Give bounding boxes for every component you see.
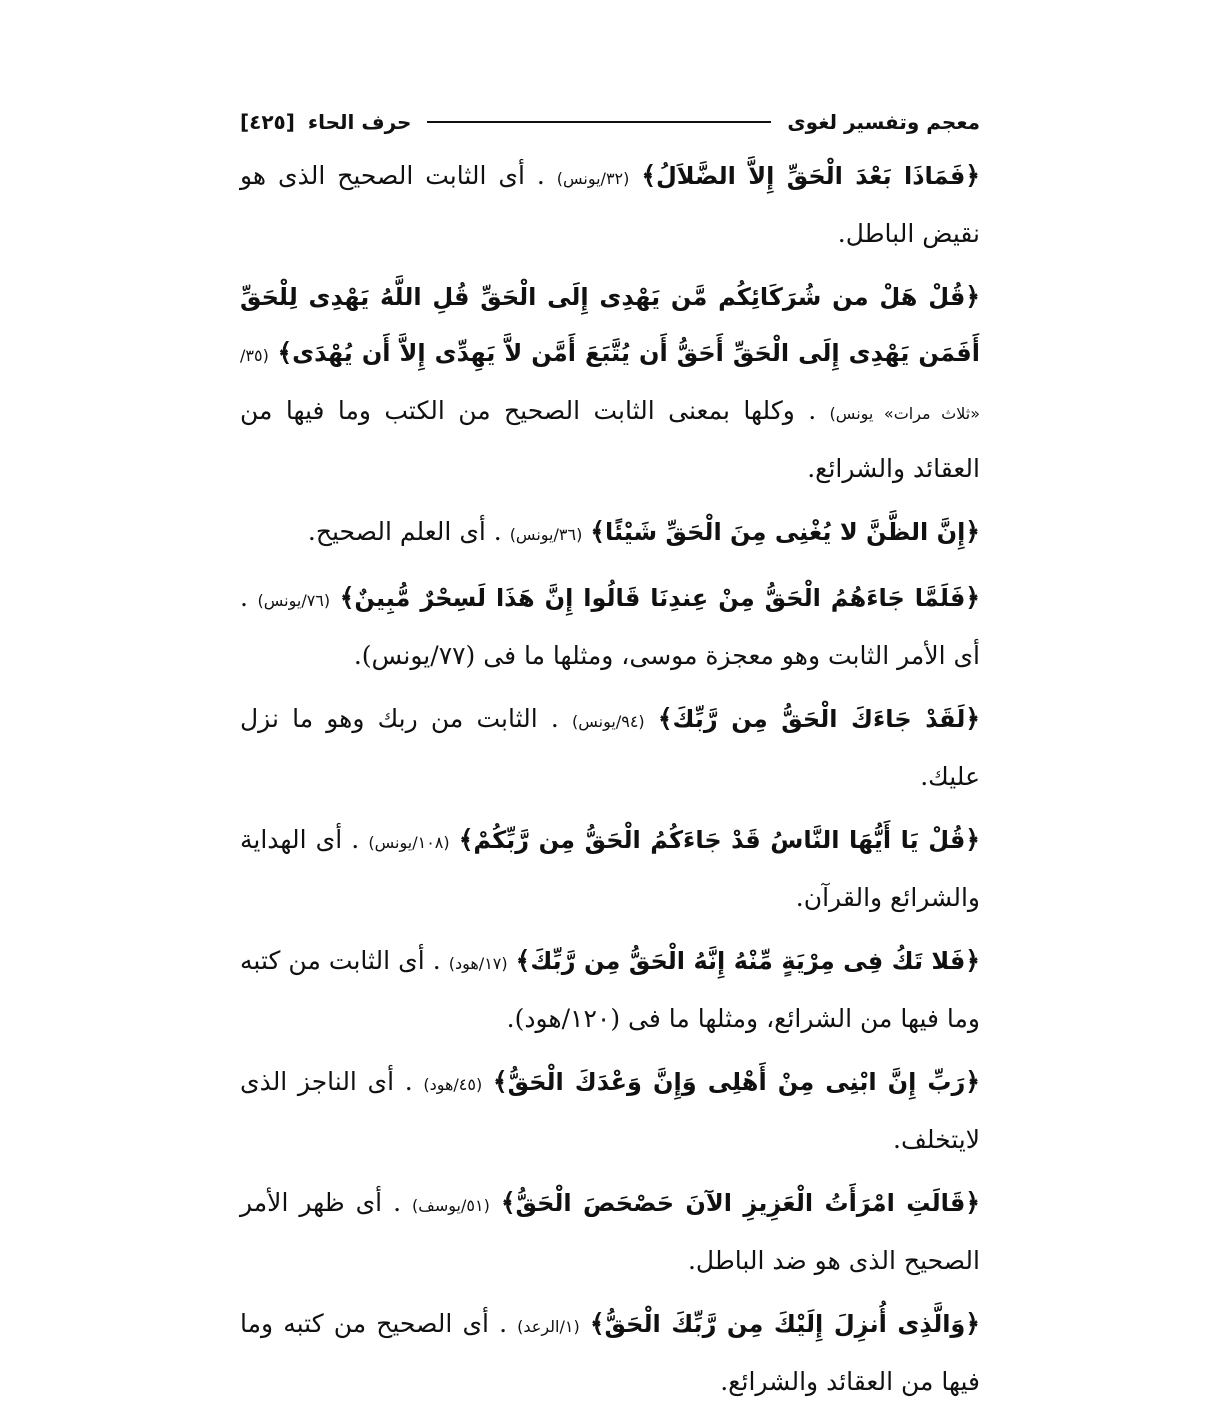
commentary-text: . وكلها بمعنى الثابت الصحيح من الكتب وما فيها من العقائد والشرائع. (240, 396, 980, 483)
verse-reference: (٣٢/يونس) (556, 169, 630, 188)
ornate-bracket-open: ﴿ (965, 1067, 981, 1096)
ornate-bracket-open: ﴿ (965, 161, 980, 190)
ornate-bracket-open: ﴿ (965, 282, 980, 311)
ornate-bracket-close: ﴾ (590, 517, 605, 546)
verse-reference: (١٠٨/يونس) (368, 833, 450, 852)
verse-paragraph (240, 1054, 980, 1167)
verse-paragraph (240, 1175, 980, 1288)
verse-paragraph (240, 691, 980, 804)
ornate-bracket-close: ﴾ (515, 946, 531, 975)
ornate-bracket-open: ﴿ (965, 1188, 981, 1217)
commentary-text: . أى الهداية والشرائع والقرآن. (240, 825, 980, 912)
verse-reference: (٥١/يوسف) (412, 1196, 490, 1215)
verse-reference: (٧٦/يونس) (257, 591, 331, 610)
quran-verse: إِنَّ الظَّنَّ لا يُغْنِى مِنَ الْحَقِّ شَيْئًا (604, 518, 966, 546)
verse-paragraph (240, 1296, 980, 1409)
running-header (240, 100, 980, 144)
commentary-text: . أى الصحيح من كتبه وما فيها من العقائد والشرائع. (240, 1309, 980, 1396)
book-title: معجم وتفسير لغوى (787, 110, 980, 134)
ornate-bracket-close: ﴾ (339, 583, 355, 612)
verse-reference: (٤٥/هود) (423, 1075, 483, 1094)
verse-paragraph (240, 148, 980, 261)
ornate-bracket-open: ﴿ (965, 517, 980, 546)
verse-reference: (٣٥/ «ثلاث مرات» يونس) (240, 346, 980, 423)
quran-verse: لَقَدْ جَاءَكَ الْحَقُّ مِن رَّبِّكَ (672, 705, 966, 733)
ornate-bracket-open: ﴿ (965, 1309, 981, 1338)
ornate-bracket-close: ﴾ (589, 1309, 605, 1338)
ornate-bracket-close: ﴾ (641, 161, 656, 190)
commentary-text: . أى ظهر الأمر الصحيح الذى هو ضد الباطل. (240, 1188, 980, 1275)
entry-body (240, 148, 980, 1409)
quran-verse: فَمَاذَا بَعْدَ الْحَقِّ إِلاَّ الضَّلاَلُ (655, 162, 966, 190)
verse-paragraph (240, 933, 980, 1046)
ornate-bracket-close: ﴾ (500, 1188, 516, 1217)
commentary-text: . أى الناجز الذى لايتخلف. (240, 1067, 980, 1154)
quran-verse: قَالَتِ امْرَأَتُ الْعَزِيزِ الآنَ حَصْحَصَ الْحَقُّ (515, 1189, 966, 1217)
ornate-bracket-open: ﴿ (965, 583, 981, 612)
commentary-text: . أى العلم الصحيح. (307, 517, 502, 546)
verse-reference: (٩٤/يونس) (572, 712, 645, 731)
ornate-bracket-open: ﴿ (965, 704, 981, 733)
verse-reference: (١/الرعد) (517, 1317, 580, 1336)
ornate-bracket-close: ﴾ (277, 338, 293, 367)
page (240, 100, 981, 1396)
commentary-text: . أى الثابت من كتبه وما فيها من الشرائع، ومثلها ما فى (١٢٠/هود). (240, 946, 980, 1033)
section-title (240, 110, 411, 134)
header-rule (427, 121, 771, 123)
verse-reference: (١٧/هود) (448, 954, 508, 973)
verse-reference: (٣٦/يونس) (509, 525, 583, 544)
quran-verse: فَلا تَكُ فِى مِرْيَةٍ مِّنْهُ إِنَّهُ الْحَقُّ مِن رَّبِّكَ (530, 947, 966, 975)
commentary-text: . الثابت من ربك وهو ما نزل عليك. (240, 704, 980, 791)
ornate-bracket-open: ﴿ (965, 946, 981, 975)
verse-paragraph (240, 504, 980, 562)
ornate-bracket-open: ﴿ (965, 825, 980, 854)
quran-verse: وَالَّذِى أُنزِلَ إِلَيْكَ مِن رَّبِّكَ الْحَقُّ (604, 1310, 966, 1338)
page-number: [٤٢٥] (240, 110, 295, 134)
ornate-bracket-close: ﴾ (492, 1067, 508, 1096)
commentary-text: . أى الثابت الصحيح الذى هو نقيض الباطل. (240, 161, 980, 248)
quran-verse: رَبِّ إِنَّ ابْنِى مِنْ أَهْلِى وَإِنَّ وَعْدَكَ الْحَقُّ (507, 1068, 966, 1096)
ornate-bracket-close: ﴾ (657, 704, 673, 733)
verse-paragraph (240, 812, 980, 925)
verse-paragraph (240, 269, 980, 496)
quran-verse: قُلْ هَلْ من شُرَكَائِكُم مَّن يَهْدِى إِلَى الْحَقِّ قُلِ اللَّهُ يَهْدِى لِلْحَقِّ أَفَمَن يَهْدِى إِلَى الْحَقِّ أَحَقُّ أَن يُتَّبَعَ أَمَّن لاَّ يَهِدِّى إِلاَّ أَن يُهْدَى (240, 283, 980, 367)
commentary-text: . أى الأمر الثابت وهو معجزة موسى، ومثلها ما فى (٧٧/يونس). (240, 583, 980, 670)
ornate-bracket-close: ﴾ (458, 825, 474, 854)
section-name: حرف الحاء (307, 110, 412, 134)
verse-paragraph (240, 570, 980, 683)
quran-verse: فَلَمَّا جَاءَهُمُ الْحَقُّ مِنْ عِندِنَا قَالُوا إِنَّ هَذَا لَسِحْرٌ مُّبِينٌ (354, 584, 966, 612)
quran-verse: قُلْ يَا أَيُّهَا النَّاسُ قَدْ جَاءَكُمُ الْحَقُّ مِن رَّبِّكُمْ (473, 826, 966, 854)
